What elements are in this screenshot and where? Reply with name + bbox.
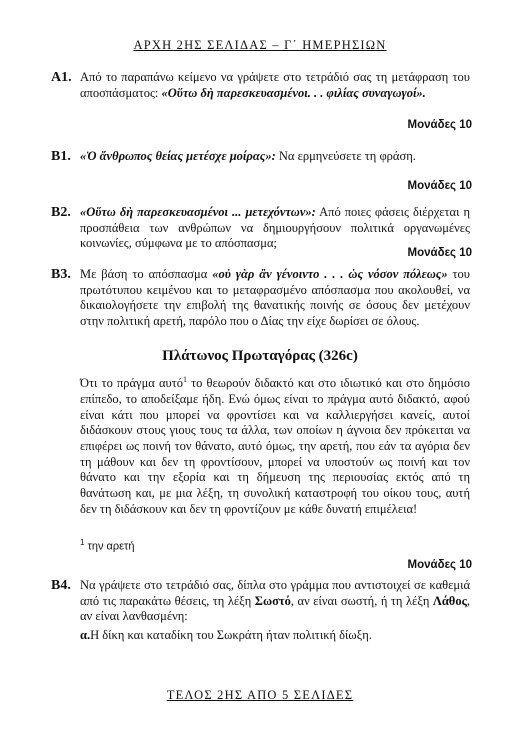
question-b4-instruction: Να γράψετε στο τετράδιό σας, δίπλα στο γράμμα που αντιστοιχεί σε καθεμιά από τις παρακάτω θέσεις, τη λέξη bbox=[80, 578, 470, 608]
question-b4-label: Β4. bbox=[51, 578, 71, 593]
question-b4-middle: , αν είναι σωστή, ή τη λέξη bbox=[290, 593, 433, 608]
marks-b3: Μονάδες 10 bbox=[407, 559, 472, 571]
question-b2-label: Β2. bbox=[51, 205, 71, 220]
footnote-text: την αρετή bbox=[84, 540, 135, 553]
footnote bbox=[80, 538, 135, 553]
question-b3-instruction: του πρωτότυπου κειμένου και το μεταφρασμένο απόσπασμα που ακολουθεί, να δικαιολογήσετε την επιβολή της θανατικής ποινής σε όσους δεν μετέχουν στην πολιτική αρετή, παρόλο που ο Δίας την είχε δωρίσει σε όλους. bbox=[80, 267, 470, 328]
question-b4-item-a bbox=[80, 628, 470, 644]
question-b3-text bbox=[80, 267, 470, 329]
question-a1-text bbox=[80, 70, 470, 101]
passage-text-rest: το θεωρούν διδακτό και στο ιδιωτικό και στο δημόσιο επίπεδο, το αποδείξαμε ήδη. Ενώ όμως είναι το πράγμα αυτό διδακτό, αφού είναι κάτι που μπορεί να φροντίσει και να καλλιεργήσει κανείς, αυτοί διδάσκουν στους γιους τους τα άλλα, των οποίων η άγνοια δεν πρόκειται να επιφέρει ως ποινή τον θάνατο, αυτό όμως, την αρετή, που εάν τα αγόρια δεν τη μάθουν και δεν τη φροντίσουν, μπορεί να υποστούν ως ποινή και τον θάνατο και την εξορία και τη δήμευση της περιουσίας εκτός από τη θανάτωση και, με μια λέξη, τη συνολική καταστροφή του οίκου τους, αυτή δεν τη διδάσκουν και δεν τη φροντίζουν με κάθε δυνατή επιμέλεια! bbox=[80, 376, 470, 516]
question-b2-quote: «Οὕτω δὴ παρεσκευασμένοι ... μετεχόντων»: bbox=[80, 205, 316, 219]
question-b1-label: Β1. bbox=[51, 149, 71, 164]
question-b4-text bbox=[80, 578, 470, 625]
question-b3-label: Β3. bbox=[51, 267, 71, 282]
question-b1-quote: «Ὁ ἄνθρωπος θείας μετέσχε μοίρας»: bbox=[80, 149, 276, 163]
question-a1-quote: «Οὕτω δὴ παρεσκευασμένοι. . . φιλίας συναγωγοί». bbox=[161, 85, 426, 100]
item-a-text: Η δίκη και καταδίκη του Σωκράτη ήταν πολιτική δίωξη. bbox=[90, 628, 372, 642]
page-footer: ΤΕΛΟΣ 2ΗΣ ΑΠΟ 5 ΣΕΛΙΔΕΣ bbox=[166, 688, 354, 702]
word-true: Σωστό bbox=[254, 593, 291, 608]
footnote-marker: 1 bbox=[182, 375, 187, 384]
passage-body bbox=[80, 372, 470, 517]
question-a1-label: Α1. bbox=[51, 70, 72, 85]
question-b3-intro: Με βάση το απόσπασμα bbox=[80, 267, 213, 281]
question-b2-instruction: Από ποιες φάσεις διέρχεται η προσπάθεια των ανθρώπων να δημιουργήσουν πολιτικά οργανωμένες κοινωνίες, σύμφωνα με το απόσπασμα; bbox=[80, 205, 470, 250]
marks-b2: Μονάδες 10 bbox=[407, 247, 472, 259]
marks-a1: Μονάδες 10 bbox=[407, 119, 472, 131]
question-b1-instruction: Να ερμηνεύσετε τη φράση. bbox=[275, 149, 416, 163]
footnote-number: 1 bbox=[80, 538, 85, 547]
page-header: ΑΡΧΗ 2ΗΣ ΣΕΛΙΔΑΣ – Γ΄ ΗΜΕΡΗΣΙΩΝ bbox=[133, 38, 387, 52]
marks-b1: Μονάδες 10 bbox=[407, 180, 472, 192]
question-b1-text bbox=[80, 149, 470, 165]
item-a-label: α. bbox=[80, 628, 91, 642]
word-false: Λάθος bbox=[432, 593, 467, 608]
question-b3-quote: «οὐ γὰρ ἂν γένοιντο . . . ὡς νόσον πόλεως» bbox=[212, 267, 448, 281]
question-b4-end: , αν είναι λανθασμένη: bbox=[80, 593, 470, 623]
passage-title bbox=[0, 348, 520, 365]
passage-title-text: Πλάτωνος Πρωταγόρας (326c) bbox=[162, 348, 358, 364]
passage-text-start: Ότι το πράγμα αυτό bbox=[80, 376, 183, 391]
question-b2-text bbox=[80, 205, 470, 252]
question-a1-instruction: Από το παραπάνω κείμενο να γράψετε στο τετράδιό σας τη μετάφραση του αποσπάσματος: bbox=[80, 70, 470, 100]
